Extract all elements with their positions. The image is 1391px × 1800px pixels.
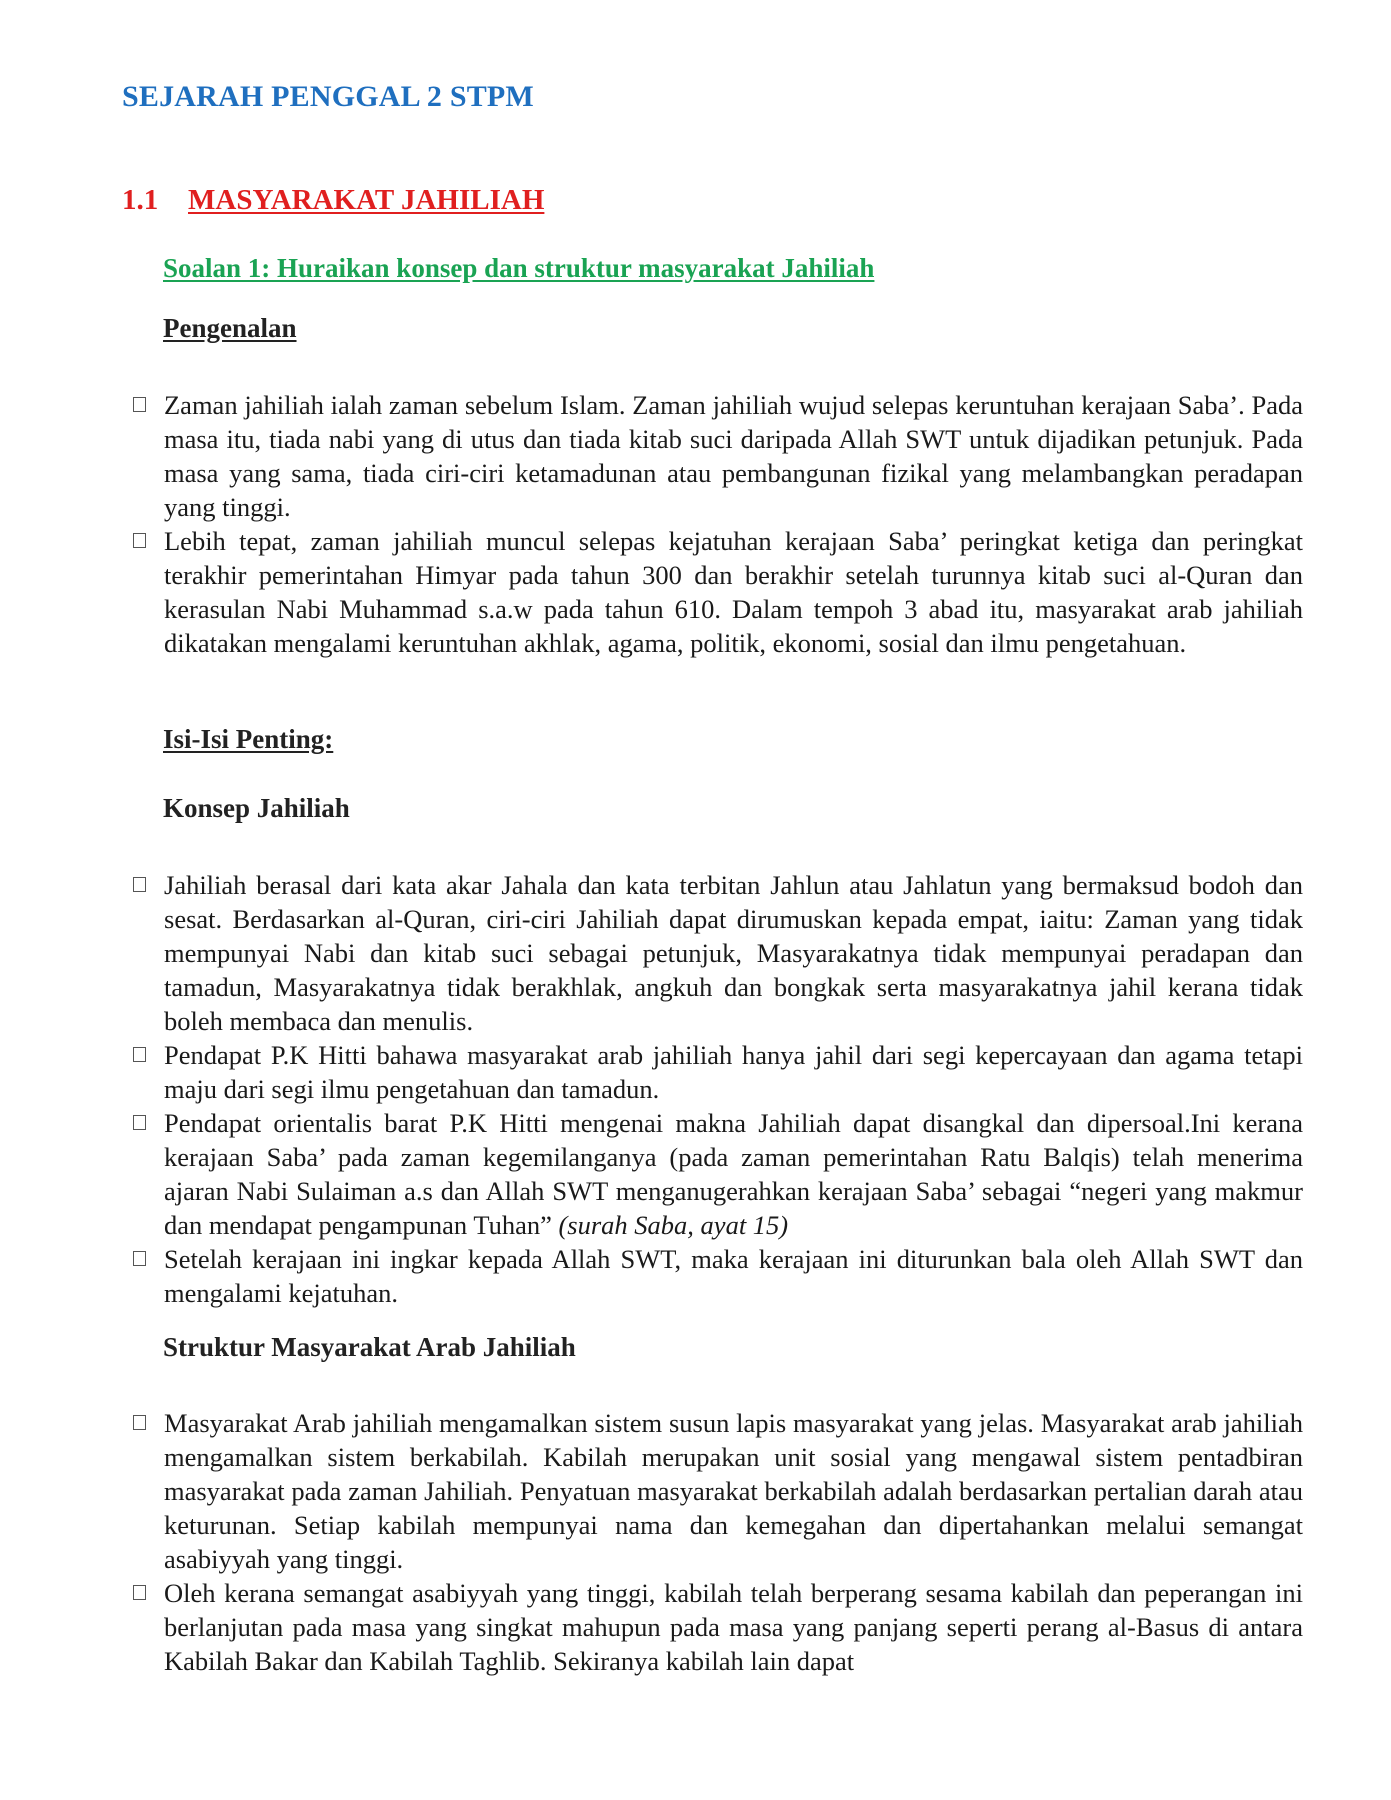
quran-reference: (surah Saba, ayat 15)	[558, 1210, 789, 1240]
bullet-text: Zaman jahiliah ialah zaman sebelum Islam. Zaman jahiliah wujud selepas keruntuhan kerajaan Saba’. Pada masa itu, tiada nabi yang di utus dan tiada kitab suci daripada Allah SWT untuk dijadikan petunjuk. Pada masa yang sama, tiada ciri-ciri ketamadunan atau pembangunan fizikal yang melambangkan peradapan yang tinggi.	[164, 390, 1303, 522]
bullet-box-icon	[133, 397, 146, 412]
bullet-text: Lebih tepat, zaman jahiliah muncul selepas kejatuhan kerajaan Saba’ peringkat ketiga dan peringkat terakhir pemerintahan Himyar pada tahun 300 dan berakhir setelah turunnya kitab suci al-Quran dan kerasulan Nabi Muhammad s.a.w pada tahun 610. Dalam tempoh 3 abad itu, masyarakat arab jahiliah dikatakan mengalami keruntuhan akhlak, agama, politik, ekonomi, sosial dan ilmu pengetahuan.	[164, 526, 1303, 658]
bullet-text: Pendapat P.K Hitti bahawa masyarakat arab jahiliah hanya jahil dari segi kepercayaan dan agama tetapi maju dari segi ilmu pengetahuan dan tamadun.	[164, 1040, 1303, 1104]
list-item	[133, 388, 1303, 524]
list-item	[133, 524, 1303, 660]
bullet-box-icon	[133, 1251, 146, 1266]
bullet-box-icon	[133, 1115, 146, 1130]
pengenalan-heading: Pengenalan	[163, 313, 297, 343]
section-title: MASYARAKAT JAHILIAH	[188, 184, 545, 216]
list-item	[133, 1406, 1303, 1576]
pengenalan-list	[133, 388, 1303, 660]
konsep-list	[133, 868, 1303, 1310]
struktur-list	[133, 1406, 1303, 1678]
bullet-box-icon	[133, 877, 146, 892]
section-heading	[122, 184, 544, 217]
bullet-text: Pendapat orientalis barat P.K Hitti mengenai makna Jahiliah dapat disangkal dan dipersoal.Ini kerana kerajaan Saba’ pada zaman kegemilanganya (pada zaman pemerintahan Ratu Balqis) telah menerima ajaran Nabi Sulaiman a.s dan Allah SWT menganugerahkan kerajaan Saba’ sebagai “negeri yang makmur dan mendapat pengampunan Tuhan”	[164, 1108, 1303, 1240]
list-item	[133, 1106, 1303, 1242]
bullet-box-icon	[133, 1585, 146, 1600]
list-item	[133, 1242, 1303, 1310]
bullet-text: Setelah kerajaan ini ingkar kepada Allah SWT, maka kerajaan ini diturunkan bala oleh Allah SWT dan mengalami kejatuhan.	[164, 1244, 1303, 1308]
bullet-text: Oleh kerana semangat asabiyyah yang tinggi, kabilah telah berperang sesama kabilah dan peperangan ini berlanjutan pada masa yang singkat mahupun pada masa yang panjang seperti perang al-Basus di antara Kabilah Bakar dan Kabilah Taghlib. Sekiranya kabilah lain dapat	[164, 1578, 1303, 1676]
section-number: 1.1	[122, 184, 159, 216]
isi-penting-heading: Isi-Isi Penting:	[163, 724, 334, 754]
konsep-heading: Konsep Jahiliah	[163, 793, 350, 823]
bullet-text: Masyarakat Arab jahiliah mengamalkan sistem susun lapis masyarakat yang jelas. Masyarakat arab jahiliah mengamalkan sistem berkabilah. Kabilah merupakan unit sosial yang mengawal sistem pentadbiran masyarakat pada zaman Jahiliah. Penyatuan masyarakat berkabilah adalah berdasarkan pertalian darah atau keturunan. Setiap kabilah mempunyai nama dan kemegahan dan dipertahankan melalui semangat asabiyyah yang tinggi.	[164, 1408, 1303, 1574]
bullet-text: Jahiliah berasal dari kata akar Jahala dan kata terbitan Jahlun atau Jahlatun yang bermaksud bodoh dan sesat. Berdasarkan al-Quran, ciri-ciri Jahiliah dapat dirumuskan kepada empat, iaitu: Zaman yang tidak mempunyai Nabi dan kitab suci sebagai petunjuk, Masyarakatnya tidak mempunyai peradapan dan tamadun, Masyarakatnya tidak berakhlak, angkuh dan bongkak serta masyarakatnya jahil kerana tidak boleh membaca dan menulis.	[164, 870, 1303, 1036]
list-item	[133, 1576, 1303, 1678]
bullet-box-icon	[133, 1047, 146, 1062]
list-item	[133, 1038, 1303, 1106]
list-item	[133, 868, 1303, 1038]
bullet-box-icon	[133, 1415, 146, 1430]
document-title: SEJARAH PENGGAL 2 STPM	[122, 80, 534, 113]
struktur-heading: Struktur Masyarakat Arab Jahiliah	[163, 1332, 576, 1362]
question-heading: Soalan 1: Huraikan konsep dan struktur masyarakat Jahiliah	[163, 253, 875, 283]
bullet-box-icon	[133, 533, 146, 548]
